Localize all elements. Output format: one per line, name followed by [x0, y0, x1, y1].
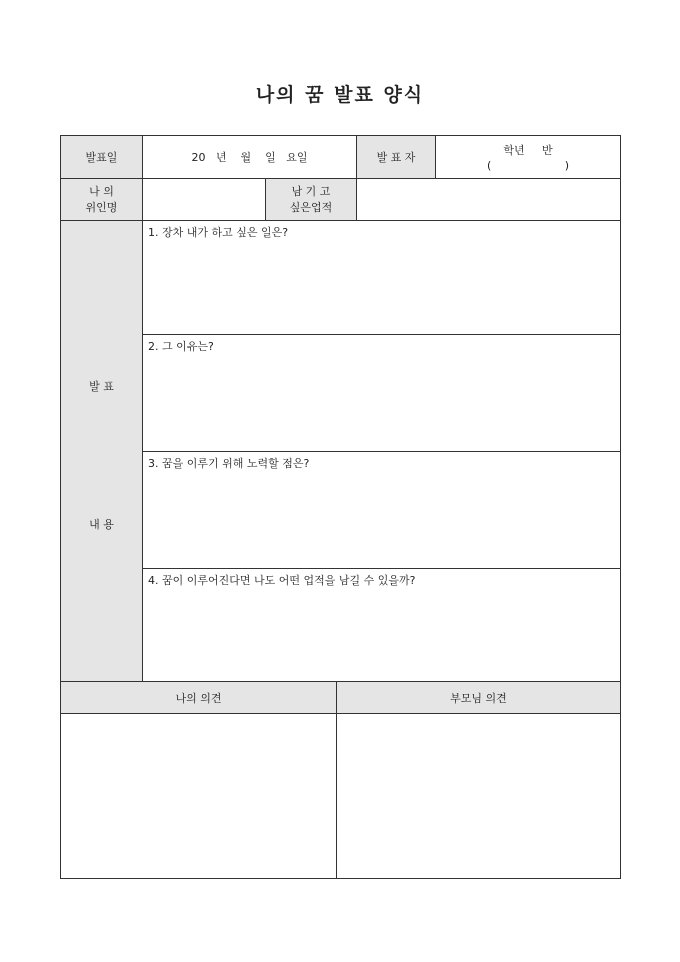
question-1-label: 1. 장차 내가 하고 싶은 일은? [148, 226, 289, 239]
question-1-box[interactable] [142, 220, 621, 335]
presentation-content-label [60, 220, 143, 682]
question-3-label: 3. 꿈을 이루기 위해 노력할 점은? [148, 457, 310, 470]
question-3-box[interactable] [142, 451, 621, 569]
legacy-label-line1: 남 기 고 [291, 184, 331, 198]
great-person-label-line2: 위인명 [85, 200, 118, 214]
legacy-label-line2: 싶은업적 [289, 200, 333, 214]
question-4-box[interactable] [142, 568, 621, 682]
legacy-field[interactable] [356, 178, 621, 221]
my-opinion-field[interactable] [60, 713, 337, 879]
great-person-field[interactable] [142, 178, 266, 221]
grade-class-line: 학년 반 [503, 144, 553, 157]
legacy-label [265, 178, 357, 221]
presenter-label: 발 표 자 [356, 135, 436, 179]
date-field[interactable]: 20 년 월 일 요일 [142, 135, 357, 179]
great-person-label-line1: 나 의 [89, 184, 114, 198]
side-label-line2: 내 용 [89, 518, 114, 531]
question-2-label: 2. 그 이유는? [148, 340, 214, 353]
presenter-field[interactable] [435, 135, 621, 179]
date-label: 발표일 [60, 135, 143, 179]
my-opinion-header: 나의 의견 [60, 681, 337, 714]
question-4-label: 4. 꿈이 이루어진다면 나도 어떤 업적을 남길 수 있을까? [148, 574, 416, 587]
side-label-line1: 발 표 [89, 380, 114, 393]
page-title: 나의 꿈 발표 양식 [255, 84, 425, 106]
name-line: ( ) [486, 159, 569, 172]
great-person-label [60, 178, 143, 221]
parent-opinion-field[interactable] [336, 713, 621, 879]
parent-opinion-header: 부모님 의견 [336, 681, 621, 714]
question-2-box[interactable] [142, 334, 621, 452]
